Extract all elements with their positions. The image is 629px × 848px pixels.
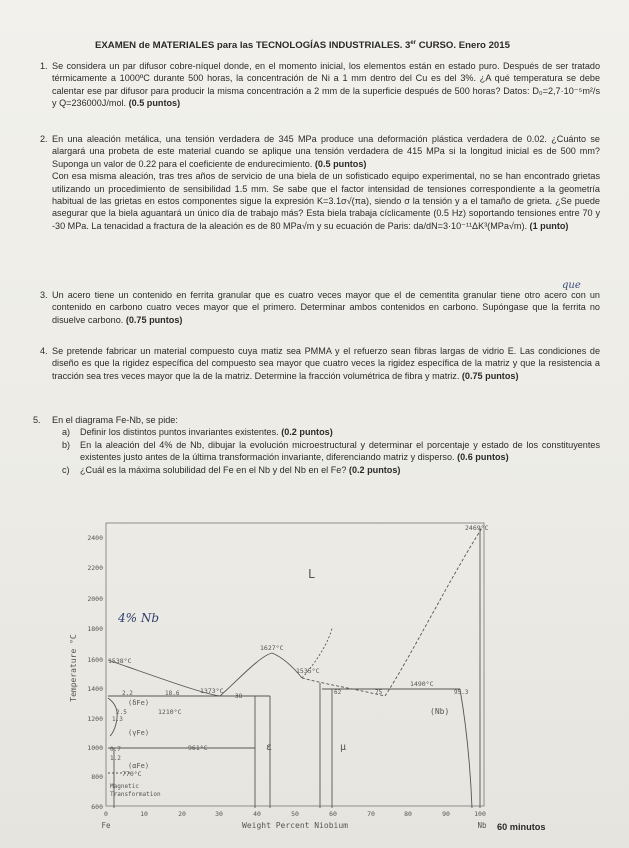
comp-label-1-2: 1.2 [110, 755, 121, 762]
temp-label-2469: 2469°C [465, 524, 489, 532]
comp-label-18-6: 18.6 [165, 690, 180, 697]
phase-label-delta-fe: (δFe) [128, 699, 150, 707]
x-tick-labels [104, 810, 486, 818]
temp-label-1490: 1490°C [410, 680, 434, 688]
x-tick-90: 90 [442, 810, 450, 818]
comp-label-2-2: 2.2 [122, 690, 133, 697]
liquidus-right [385, 528, 482, 696]
question-text: Se pretende fabricar un material compuesto cuya matiz sea PMMA y el refuerzo sean fibras largas de vidrio E. Las condiciones de diseño es que la rigidez específica del compuesto sea mayor que cuatro veces la rigidez específica de la matriz y que la resistencia a tracción sea tres veces mayor que la de la matriz. Determine la fracción volumétrica de fibra y matriz. [52, 346, 600, 381]
question-4 [40, 345, 600, 382]
comp-label-95-3: 95.3 [454, 689, 469, 696]
temp-label-770: 770°C [122, 770, 142, 778]
handwritten-note-que: que [562, 280, 581, 291]
x-tick-20: 20 [178, 810, 186, 818]
question-number: 2. [40, 134, 48, 144]
y-tick-600: 600 [91, 803, 103, 811]
question-points: (1 punto) [529, 220, 569, 231]
temp-label-1373: 1373°C [200, 687, 224, 695]
subquestion-points: (0.6 puntos) [457, 452, 509, 463]
comp-label-0-7: 0.7 [110, 746, 121, 753]
y-tick-2200: 2200 [87, 564, 103, 572]
question-text-continued: Con esa misma aleación, tras tres años de servicio de una biela de un sofisticado equipo experimental, no se han encontrado grietas utilizando un procedimiento de sensibilidad 1.5 mm. Se sabe que el factor intensidad de tensiones correspondiente a la geometría habitual de las grietas en estos componentes sigue la expresión K=3.1σ√(πa), siendo σ la tensión y a el tamaño de grieta. ¿Se puede asegurar que la biela aguantará un único día de trabajo más? Esta biela trabaja cíclicamente (0.5 Hz) soportando tensiones entre 70 y -30 MPa. La tenacidad a fractura de la aleación es de 80 MPa√m y su ecuación de Paris: da/dN=3·10⁻¹¹ΔK³(MPa√m). [52, 171, 600, 231]
x-tick-100: 100 [474, 810, 486, 818]
phase-label-liquid: L [308, 567, 316, 581]
x-tick-60: 60 [329, 810, 337, 818]
comp-label-2-5: 2.5 [116, 709, 127, 716]
question-2 [40, 133, 600, 232]
subquestion-points: (0.2 puntos) [348, 464, 401, 475]
subquestion-label: c) [62, 464, 70, 475]
question-points: (0.5 puntos) [314, 158, 367, 169]
x-tick-0: 0 [104, 810, 108, 818]
temp-label-1538: 1538°C [108, 657, 132, 665]
y-tick-1000: 1000 [87, 744, 103, 752]
question-number: 4. [40, 346, 48, 356]
question-points: (0.75 puntos) [125, 314, 183, 325]
phase-boundaries [108, 528, 482, 808]
subquestion-label: b) [62, 439, 71, 450]
phase-label-alpha-fe: (αFe) [128, 762, 150, 770]
subquestion-a [62, 426, 600, 438]
y-tick-1200: 1200 [87, 715, 103, 723]
subquestion-c [62, 464, 600, 476]
question-text: Un acero tiene un contenido en ferrita granular que es cuatro veces mayor que el de cementita granular tiene otro acero con un contenido en carbono cuatro veces mayor que el primero. Determinar ambos contenidos en carbono. Supóngase que la ferrita no disuelve carbono. [52, 290, 600, 325]
x-tick-80: 80 [404, 810, 412, 818]
magnetic-label-1: Magnetic [110, 783, 139, 790]
x-axis-label: Weight Percent Niobium [242, 821, 348, 830]
y-axis-label: Temperature °C [69, 634, 78, 702]
x-tick-70: 70 [367, 810, 375, 818]
comp-label-62: 62 [334, 689, 342, 696]
x-tick-10: 10 [140, 810, 148, 818]
temp-label-1627: 1627°C [260, 644, 284, 652]
magnetic-label-2: Transformation [110, 791, 161, 798]
subquestion-points: (0.2 puntos) [281, 427, 333, 438]
comp-label-38: 38 [235, 693, 243, 700]
subquestion-text: ¿Cuál es la máxima solubilidad del Fe en el Nb y del Nb en el Fe? [80, 464, 347, 475]
question-number: 1. [40, 61, 48, 71]
y-tick-2400: 2400 [87, 534, 103, 542]
plot-frame [106, 523, 484, 806]
question-1 [40, 60, 600, 110]
temp-label-1210: 1210°C [158, 708, 182, 716]
y-tick-1600: 1600 [87, 656, 103, 664]
title-end: CURSO. Enero 2015 [416, 40, 510, 52]
title-superscript: er [410, 40, 417, 46]
handwritten-note-4pct-nb: 4% Nb [118, 611, 160, 625]
liquidus-middle [302, 678, 385, 696]
subquestion-text: En la aleación del 4% de Nb, dibujar la evolución microestructural y determinar el porcentaje y estado de los constituyentes existentes justo antes de la última transformación invariante, diferenciando matriz y disperso. [80, 439, 600, 463]
question-number: 5. [33, 415, 41, 425]
exam-duration: 60 minutos [497, 822, 546, 832]
y-tick-2000: 2000 [87, 595, 103, 603]
phase-label-mu: μ [340, 742, 347, 753]
subquestion-b [62, 439, 600, 464]
nb-solvus [460, 689, 472, 808]
subquestion-label: a) [62, 427, 71, 438]
exam-title [95, 40, 555, 51]
comp-label-75: 75 [375, 689, 383, 696]
title-main: EXAMEN de MATERIALES para las TECNOLOGÍAS INDUSTRIALES. 3 [95, 40, 411, 52]
question-points: (0.5 puntos) [128, 98, 181, 109]
x-tick-40: 40 [253, 810, 261, 818]
phase-label-nb: (Nb) [430, 707, 450, 716]
question-5 [33, 414, 600, 476]
x-tick-30: 30 [215, 810, 223, 818]
y-tick-800: 800 [91, 773, 103, 781]
phase-label-gamma-fe: (γFe) [128, 729, 150, 737]
comp-label-1-3: 1.3 [112, 716, 123, 723]
temp-label-1535: 1535°C [296, 667, 320, 675]
question-text: Se considera un par difusor cobre-níquel donde, en el momento inicial, los elementos están en estado puro. Después de ser tratado térmicamente a 1000ºC durante 500 horas, la concentración de Ni a 1 mm dentro del Cu es del 3%. ¿A qué temperatura se debe calentar ese par difusor para producir la misma concentración a 2 mm de la superficie después de 500 horas? Datos: D₀=2,7·10⁻⁵m²/s y Q=236000J/mol. [52, 61, 600, 109]
y-tick-1800: 1800 [87, 625, 103, 633]
x-axis-fe-label: Fe [101, 821, 111, 830]
question-points: (0.75 puntos) [461, 370, 519, 381]
phase-label-epsilon: ε [266, 742, 273, 753]
fe-nb-phase-diagram [70, 518, 490, 838]
question-number: 3. [40, 290, 48, 300]
subquestion-text: Definir los distintos puntos invariantes existentes. [80, 427, 279, 438]
question-text: En una aleación metálica, una tensión verdadera de 345 MPa produce una deformación plástica verdadera de 0.02. ¿Cuánto se alargará una probeta de este material cuando se aplique una tensión verdadera de 415 MPa si la longitud inicial es de 500 mm? Suponga un valor de 0.22 para el coeficiente de endurecimiento. [52, 134, 600, 169]
x-tick-50: 50 [291, 810, 299, 818]
temp-label-961: 961°C [188, 744, 208, 752]
question-intro: En el diagrama Fe-Nb, se pide: [52, 415, 178, 425]
y-tick-labels [87, 534, 103, 811]
y-tick-1400: 1400 [87, 685, 103, 693]
x-axis-nb-label: Nb [477, 821, 487, 830]
question-3 [40, 289, 600, 326]
